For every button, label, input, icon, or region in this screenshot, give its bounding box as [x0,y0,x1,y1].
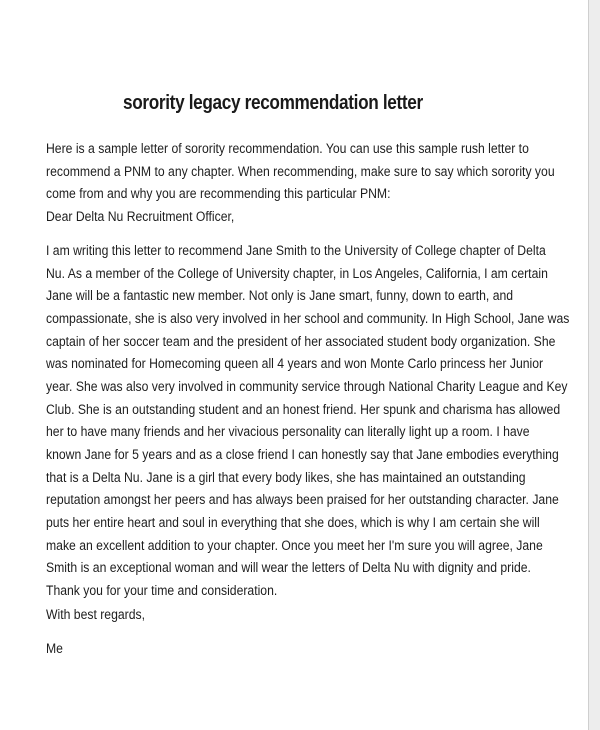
closing: With best regards, [46,607,146,623]
body-line: make an excellent addition to your chapter. Once you meet her I'm sure you will agree, Jane [46,537,543,554]
body-line: puts her entire heart and soul in everything that she does, which is why I am certain she will [46,514,540,531]
body-line: that is a Delta Nu. Jane is a girl that every body likes, she has maintained an outstanding [46,469,526,486]
body-line: reputation amongst her peers and has always been praised for her outstanding character. Jane [46,492,559,509]
body-line: year. She was also very involved in community service through National Charity League and Key [46,378,568,395]
intro-line: recommend a PNM to any chapter. When recommending, make sure to say which sorority you [46,163,555,180]
body-line: Nu. As a member of the College of University chapter, in Los Angeles, California, I am certain [46,265,548,282]
intro-line: come from and why you are recommending this particular PNM: [46,186,391,203]
intro-paragraph [46,138,553,206]
body-line: known Jane for 5 years and as a close friend I can honestly say that Jane embodies everything [46,446,559,463]
body-line: I am writing this letter to recommend Jane Smith to the University of College chapter of Delta [46,243,546,259]
intro-line: Here is a sample letter of sorority recommendation. You can use this sample rush letter to [46,141,529,157]
signature: Me [46,641,63,657]
scrollbar-track[interactable] [589,0,600,730]
body-line: Jane will be a fantastic new member. Not only is Jane smart, funny, down to earth, and [46,288,514,305]
body-line: Thank you for your time and consideration. [46,582,278,599]
body-line: Club. She is an outstanding student and an honest friend. Her spunk and charisma has allowed [46,401,561,418]
body-line: her to have many friends and her vivacious personality can literally light up a room. I have [46,424,530,441]
body-line: captain of her soccer team and the president of her associated student body organization. She [46,333,556,350]
letter-body [46,240,570,603]
body-line: Smith is an exceptional woman and will wear the letters of Delta Nu with dignity and pride. [46,560,531,577]
body-line: compassionate, she is also very involved in her school and community. In High School, Jane was [46,310,570,327]
salutation: Dear Delta Nu Recruitment Officer, [46,209,235,225]
body-line: was nominated for Homecoming queen all 4 years and won Monte Carlo princess her Junior [46,356,544,373]
letter-title: sorority legacy recommendation letter [123,92,423,114]
